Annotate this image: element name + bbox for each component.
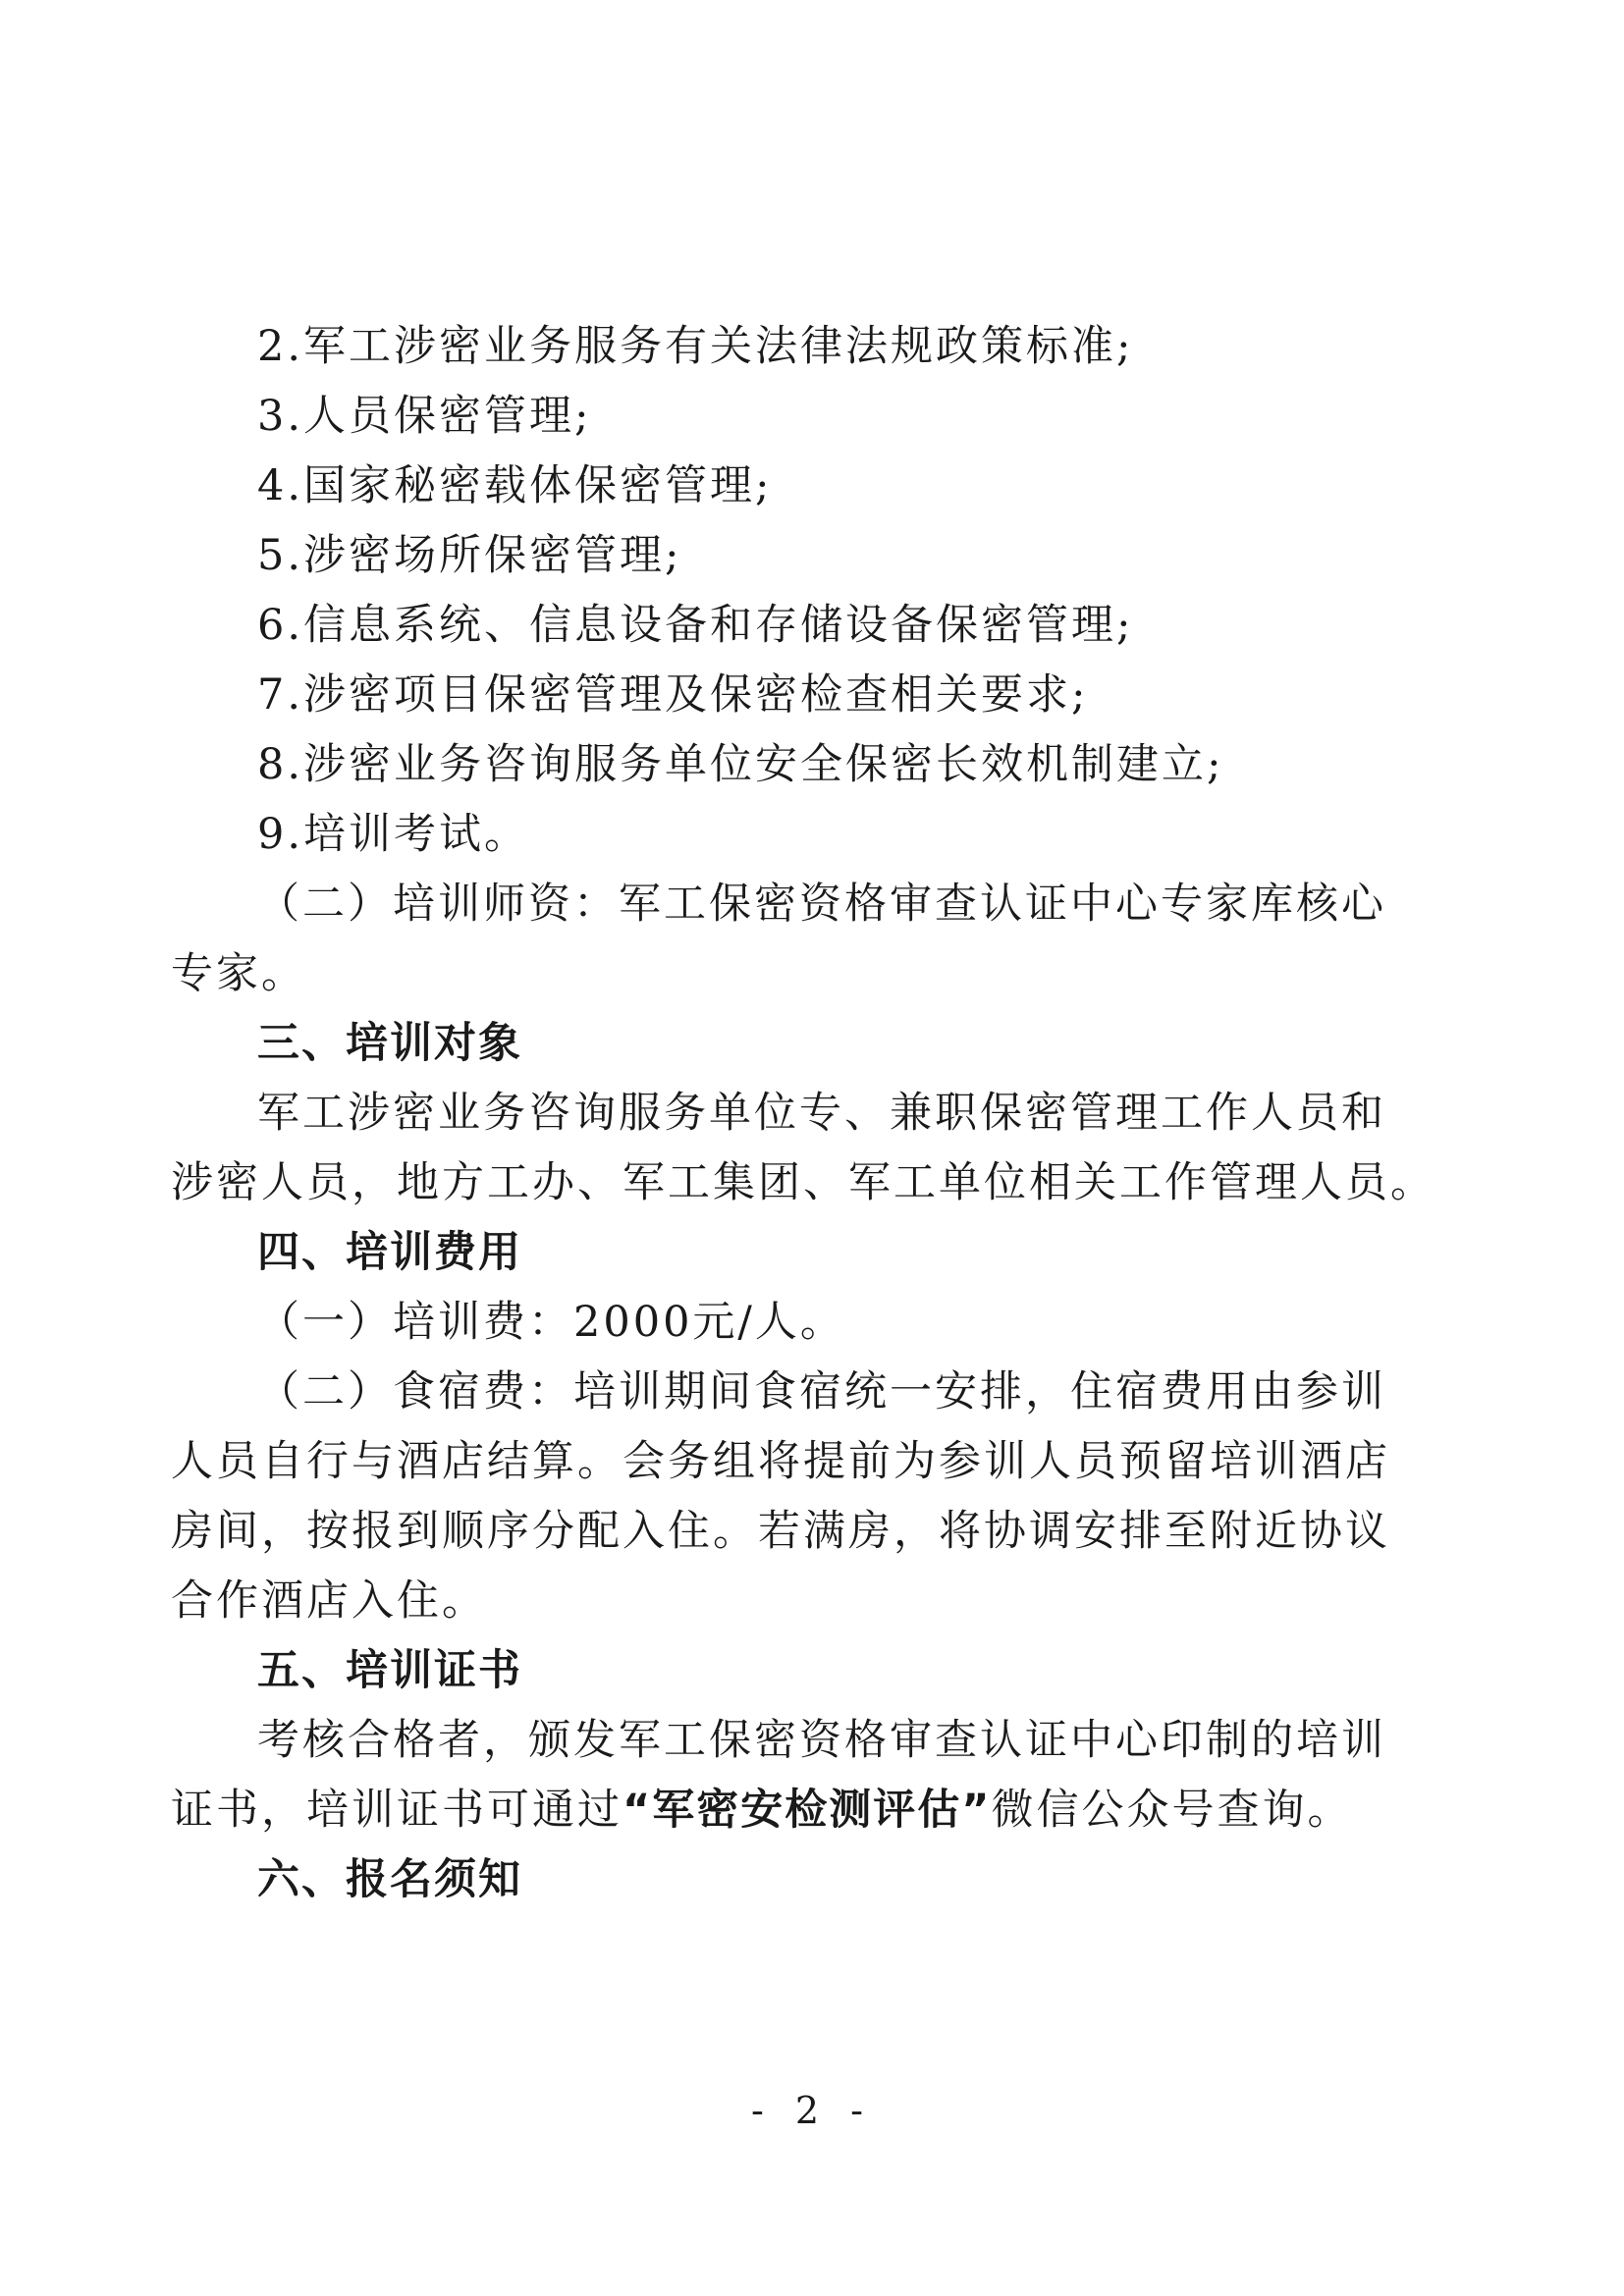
list-item: 4.国家秘密载体保密管理; bbox=[257, 461, 773, 510]
page-number: - 2 - bbox=[750, 2089, 873, 2132]
certificate-paragraph-line bbox=[171, 1776, 1426, 1845]
wechat-account-name: “军密安检测评估” bbox=[623, 1786, 992, 1835]
list-item: 2.军工涉密业务服务有关法律法规政策标准; bbox=[257, 322, 1134, 371]
trainees-paragraph-line: 军工涉密业务咨询服务单位专、兼职保密管理工作人员和 bbox=[257, 1089, 1386, 1138]
lodging-paragraph-line: （二）食宿费：培训期间食宿统一安排，住宿费用由参训 bbox=[257, 1367, 1386, 1416]
section-heading-certificate: 五、培训证书 bbox=[257, 1646, 522, 1695]
document-body bbox=[171, 312, 1435, 1915]
teachers-paragraph-line: （二）培训师资：军工保密资格审查认证中心专家库核心 bbox=[257, 880, 1386, 929]
section-heading-trainees: 三、培训对象 bbox=[257, 1019, 522, 1068]
list-item: 8.涉密业务咨询服务单位安全保密长效机制建立; bbox=[257, 740, 1224, 789]
teachers-paragraph-line: 专家。 bbox=[171, 949, 306, 998]
list-item: 9.培训考试。 bbox=[257, 810, 530, 859]
lodging-paragraph-line: 合作酒店入住。 bbox=[171, 1576, 487, 1626]
section-heading-registration: 六、报名须知 bbox=[257, 1855, 522, 1904]
fee-paragraph: （一）培训费：2000元/人。 bbox=[257, 1298, 845, 1347]
lodging-paragraph-line: 房间，按报到顺序分配入住。若满房，将协调安排至附近协议 bbox=[171, 1507, 1390, 1556]
list-item: 6.信息系统、信息设备和存储设备保密管理; bbox=[257, 601, 1134, 650]
list-item: 5.涉密场所保密管理; bbox=[257, 531, 682, 580]
lodging-paragraph-line: 人员自行与酒店结算。会务组将提前为参训人员预留培训酒店 bbox=[171, 1437, 1390, 1486]
list-item: 3.人员保密管理; bbox=[257, 392, 592, 441]
certificate-paragraph-line: 考核合格者，颁发军工保密资格审查认证中心印制的培训 bbox=[257, 1716, 1386, 1765]
trainees-paragraph-line: 涉密人员，地方工办、军工集团、军工单位相关工作管理人员。 bbox=[171, 1158, 1435, 1207]
certificate-text-suffix: 微信公众号查询。 bbox=[991, 1786, 1353, 1835]
section-heading-fees: 四、培训费用 bbox=[257, 1228, 522, 1277]
list-item: 7.涉密项目保密管理及保密检查相关要求; bbox=[257, 670, 1089, 720]
certificate-text-prefix: 证书，培训证书可通过 bbox=[171, 1786, 623, 1835]
